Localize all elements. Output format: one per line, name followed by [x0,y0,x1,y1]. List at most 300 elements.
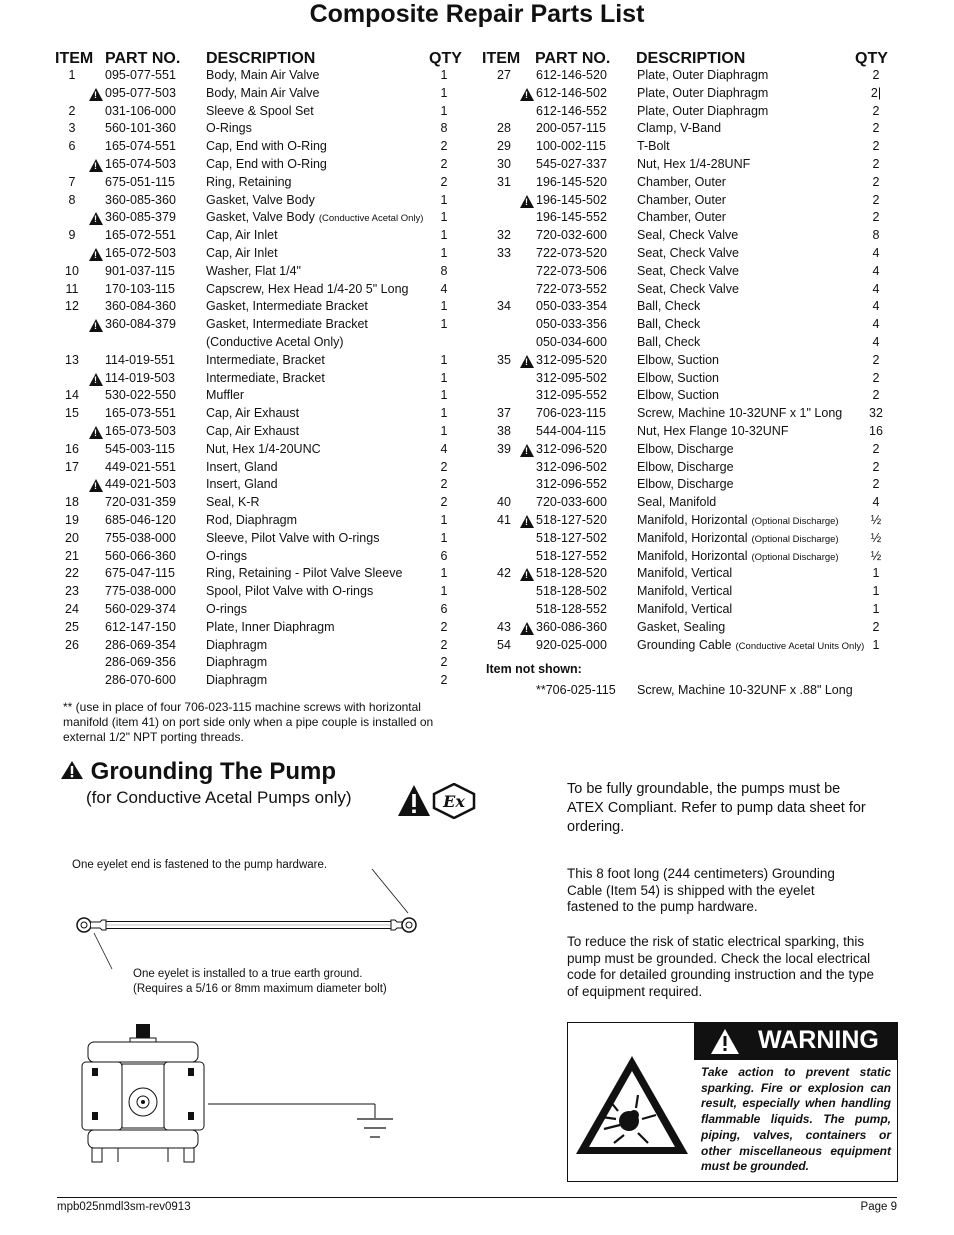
description [206,460,278,474]
table-row [0,175,470,193]
grounding-title: Grounding The Pump [90,758,336,785]
description-text: Elbow, Discharge [637,477,734,492]
quantity: 1 [440,512,448,527]
description-text: Manifold, Horizontal [637,530,748,545]
description [206,442,321,456]
quantity: 2 [872,210,880,225]
item-number: 26 [65,637,79,652]
description [206,317,368,331]
warning-triangle-icon [89,373,103,386]
parts-table-left [0,68,470,691]
description-text: Rod, Diaphragm [206,512,298,527]
description [206,566,402,580]
table-row [0,104,470,122]
warning-triangle-icon [398,785,430,816]
description [637,460,734,474]
description-text: Seat, Check Valve [637,263,739,278]
item-number: 38 [497,423,511,438]
quantity: 4 [872,495,880,510]
warning-triangle-icon [89,159,103,172]
part-number: 095-077-503 [105,85,176,100]
warning-triangle-icon [60,760,84,780]
part-number: 675-051-115 [105,174,175,189]
quantity: 1 [440,406,448,421]
description [206,68,319,82]
description-text: Elbow, Suction [637,352,719,367]
description-text: Nut, Hex 1/4-20UNC [206,441,321,456]
quantity: 1 [440,192,448,207]
document-id: mpb025nmdl3sm-rev0913 [57,1201,191,1213]
warning-triangle-icon [710,1028,740,1055]
description [206,531,379,545]
part-number: 518-128-520 [536,566,607,581]
description [206,175,291,189]
description-text: Ball, Check [637,334,701,349]
description-text: O-rings [206,601,247,616]
description-text: Washer, Flat 1/4" [206,263,301,278]
description [206,620,335,634]
part-number: 165-073-551 [105,406,176,421]
part-number: 170-103-115 [105,281,175,296]
description [637,335,700,349]
part-number: 518-128-552 [536,601,607,616]
description-note: (Conductive Acetal Units Only) [735,640,865,652]
description [637,442,734,456]
table-row [470,495,900,513]
table-row [0,317,470,335]
description [637,584,732,598]
table-row [0,495,470,513]
page-title: Composite Repair Parts List [309,0,645,28]
part-number: 165-072-503 [105,245,176,260]
quantity: 1 [872,566,880,581]
table-row [0,424,470,442]
description [206,353,325,367]
description [206,210,423,224]
item-number: 12 [65,299,79,314]
item-number: 43 [497,619,511,634]
item-number: 21 [65,548,79,563]
item-number: 13 [65,352,79,367]
atex-paragraph: To be fully groundable, the pumps must be ATEX Compliant. Refer to pump data sheet for ordering. [567,781,866,835]
header-item: ITEM [55,50,94,67]
part-number: 612-146-552 [536,103,607,118]
description [637,371,719,385]
static-paragraph: To reduce the risk of static electrical sparking, this pump must be grounded. Check the local electrical code for detailed grounding instruction and the type of equipment required. [567,934,874,999]
table-row [470,121,900,139]
item-number: 40 [497,495,511,510]
quantity: 4 [872,263,880,278]
quantity: 1 [440,584,448,599]
description [637,157,750,171]
table-row [470,264,900,282]
quantity: 8 [872,228,880,243]
item-number: 22 [65,566,79,581]
description [206,584,373,598]
quantity: 6 [440,601,448,616]
description-text: Manifold, Vertical [637,601,733,616]
item-number: 19 [65,512,79,527]
warning-box [567,1022,898,1182]
part-number: 545-027-337 [536,156,607,171]
grounding-cable-illustration [70,865,420,980]
warning-header [694,1023,897,1060]
description-text: Manifold, Horizontal [637,548,748,563]
table-row [0,299,470,317]
description-text: Manifold, Vertical [637,584,733,599]
table-row [0,442,470,460]
not-shown-part: **706-025-115 [536,683,616,697]
quantity: 2 [440,477,448,492]
part-number: 706-023-115 [536,406,606,421]
table-row [0,620,470,638]
item-number: 35 [497,352,511,367]
description [206,299,368,313]
warning-triangle-icon [520,444,534,457]
description-text: Gasket, Valve Body [206,192,315,207]
header-part: PART NO. [535,50,611,67]
item-number: 41 [497,512,511,527]
description-text: Ring, Retaining - Pilot Valve Sleeve [206,566,403,581]
item-number: 8 [68,192,76,207]
table-row [470,68,900,86]
description-note: (Optional Discharge) [751,551,839,563]
description [206,477,278,491]
part-number: 196-145-502 [536,192,607,207]
item-number: 28 [497,121,511,136]
table-row [0,264,470,282]
atex-warning-icons [397,783,479,819]
table-row [0,157,470,175]
part-number: 286-070-600 [105,673,176,688]
warning-triangle-icon [89,212,103,225]
warning-triangle-icon [520,515,534,528]
description [637,264,739,278]
quantity: 4 [440,441,448,456]
table-row [0,210,470,228]
item-number: 7 [68,174,76,189]
cable-paragraph: This 8 foot long (244 centimeters) Grounding Cable (Item 54) is shipped with the eyelet fastened to the pump hardware. [567,866,835,914]
quantity: 32 [869,406,883,421]
part-number: 722-073-506 [536,263,607,278]
description [206,513,297,527]
table-row [470,86,900,104]
part-number: 286-069-356 [105,655,176,670]
part-number: 518-127-520 [536,512,607,527]
description [206,282,408,296]
table-row [0,121,470,139]
part-number: 560-066-360 [105,548,176,563]
description-text: T-Bolt [637,139,670,154]
table-row [0,655,470,673]
part-number: 449-021-551 [105,459,176,474]
quantity: 1 [440,68,448,82]
table-row [0,406,470,424]
table-row [0,566,470,584]
description [637,388,719,402]
warning-triangle-icon [89,319,103,332]
header-qty: QTY [855,50,888,67]
description [206,246,278,260]
grounding-subtitle: (for Conductive Acetal Pumps only) [86,788,352,807]
table-row [0,139,470,157]
footer-divider [57,1197,897,1198]
quantity: 1 [872,584,880,599]
description [637,175,726,189]
table-row [0,584,470,602]
part-number: 312-095-552 [536,388,607,403]
description-text: Manifold, Horizontal [637,512,748,527]
table-row [470,157,900,175]
table-row [470,282,900,300]
item-number: 6 [68,139,76,154]
part-number: 612-146-502 [536,85,607,100]
table-row [470,210,900,228]
warning-triangle-icon [520,355,534,368]
table-row [0,371,470,389]
part-number: 545-003-115 [105,441,175,456]
quantity: 2 [872,619,880,634]
description [206,673,267,687]
item-number: 16 [65,441,79,456]
quantity: ½ [870,530,882,545]
part-number: 720-031-359 [105,495,176,510]
part-number: 312-095-520 [536,352,607,367]
part-number: 612-147-150 [105,619,176,634]
part-number: 200-057-115 [536,121,606,136]
description-text: Gasket, Intermediate Bracket [206,317,368,332]
quantity: 16 [869,423,883,438]
table-row [470,424,900,442]
description-text: Cap, End with O-Ring [206,156,327,171]
warning-text: Take action to prevent static sparking. Fire or explosion can result, especially when handling flammable liquids. The pump, piping, valves, containers or other miscellaneous equipment must be grounded. [701,1065,891,1174]
item-number: 3 [68,121,76,136]
table-row [0,193,470,211]
part-number: 685-046-120 [105,512,176,527]
cable-caption-line: One eyelet is installed to a true earth ground. [133,968,363,980]
description-text: Elbow, Suction [637,388,719,403]
description-text: O-Rings [206,121,252,136]
quantity: 2 [872,441,880,456]
header-item: ITEM [482,50,521,67]
description-text: Elbow, Discharge [637,441,734,456]
description [637,68,768,82]
description-text: Seal, Manifold [637,495,717,510]
description-note: (Conductive Acetal Only) [318,213,424,225]
quantity: ½ [870,548,882,563]
quantity: 1 [440,566,448,581]
quantity: 2 [872,174,880,189]
quantity: 4 [872,281,880,296]
description [206,388,244,402]
description-text: Ball, Check [637,299,701,314]
quantity: 1 [440,352,448,367]
item-number: 27 [497,68,511,82]
quantity: 1 [872,601,880,616]
description [637,495,716,509]
item-number: 25 [65,619,79,634]
item-number: 2 [68,103,76,118]
table-row [0,388,470,406]
warning-triangle-icon [89,426,103,439]
description [637,246,739,260]
quantity: 2 [872,459,880,474]
description-text: Body, Main Air Valve [206,85,320,100]
description-note: (Optional Discharge) [751,515,839,527]
table-row [470,175,900,193]
table-row [470,638,900,656]
description [206,424,299,438]
table-row [0,638,470,656]
table-row [0,602,470,620]
description [637,210,726,224]
part-number: 901-037-115 [105,263,175,278]
quantity: 1 [440,85,448,100]
quantity: 8 [440,263,448,278]
part-number: 920-025-000 [536,637,607,652]
header-description: DESCRIPTION [636,50,746,67]
description-text: Nut, Hex Flange 10-32UNF [637,423,789,438]
description-text: Seal, K-R [206,495,260,510]
table-row [470,460,900,478]
description [206,157,327,171]
quantity: 2 [440,156,448,171]
quantity: 1 [440,245,448,260]
description-text: Cap, Air Exhaust [206,423,300,438]
table-row [0,477,470,495]
description [637,299,700,313]
quantity: 1 [440,103,448,118]
quantity: 2 [440,139,448,154]
description [206,228,278,242]
part-number: 518-127-502 [536,530,607,545]
part-number: 312-096-502 [536,459,607,474]
table-row [0,353,470,371]
part-number: 560-101-360 [105,121,176,136]
description-text: Diaphragm [206,655,268,670]
part-number: 518-127-552 [536,548,607,563]
part-number: 100-002-115 [536,139,606,154]
description-text: Cap, End with O-Ring [206,139,327,154]
part-number: 114-019-551 [105,352,175,367]
description-text: Ring, Retaining [206,174,292,189]
warning-triangle-icon [89,88,103,101]
grounding-heading [60,758,336,786]
description [637,513,839,527]
description-text: Ball, Check [637,317,701,332]
item-number: 20 [65,530,79,545]
quantity: 1 [440,210,448,225]
quantity: 2 [440,619,448,634]
description [206,335,344,349]
description-text: Chamber, Outer [637,174,726,189]
footnote: ** (use in place of four 706-023-115 machine screws with horizontal manifold (item 41) on port side only when a pipe couple is installed on external 1/2" NPT porting threads. [63,700,434,744]
quantity: 2 [440,495,448,510]
description [206,139,327,153]
item-not-shown-label: Item not shown: [486,662,582,676]
warning-triangle-icon [89,479,103,492]
cable-caption-top: One eyelet end is fastened to the pump hardware. [72,859,328,871]
part-number: 312-096-552 [536,477,607,492]
item-number: 32 [497,228,511,243]
description-text: Seal, Check Valve [637,228,739,243]
item-number: 9 [68,228,76,243]
description-text: Plate, Inner Diaphragm [206,619,335,634]
quantity: 2 [872,121,880,136]
table-row [470,317,900,335]
description-text: Diaphragm [206,637,268,652]
description [637,86,768,100]
description-note: (Optional Discharge) [751,533,839,545]
table-row [0,228,470,246]
part-number: 775-038-000 [105,584,176,599]
quantity: 2 [440,459,448,474]
table-row [0,335,470,353]
description [206,86,319,100]
description-text: Gasket, Valve Body [206,210,315,225]
description-text: Intermediate, Bracket [206,370,325,385]
table-row [470,549,900,567]
table-row [470,442,900,460]
part-number: 720-033-600 [536,495,607,510]
item-number: 23 [65,584,79,599]
part-number: 544-004-115 [536,423,606,438]
description-text: Sleeve & Spool Set [206,103,314,118]
item-number: 31 [497,174,511,189]
description-text: Cap, Air Inlet [206,228,278,243]
part-number: 196-145-520 [536,174,607,189]
quantity: ½ [870,512,882,527]
part-number: 360-084-360 [105,299,176,314]
description-text: Intermediate, Bracket [206,352,325,367]
part-number: 286-069-354 [105,637,176,652]
table-row [470,104,900,122]
description-text: Cap, Air Inlet [206,245,278,260]
table-row [0,282,470,300]
item-number: 1 [68,68,76,82]
warning-triangle-icon [520,88,534,101]
atex-ex-icon [434,784,474,818]
description-text: Manifold, Vertical [637,566,733,581]
table-row [470,566,900,584]
description [637,602,732,616]
table-row [470,193,900,211]
quantity: 1 [440,530,448,545]
part-number: 722-073-520 [536,245,607,260]
part-number: 720-032-600 [536,228,607,243]
item-number: 10 [65,263,79,278]
part-number: 165-074-503 [105,156,176,171]
table-row [470,388,900,406]
description [206,549,247,563]
description [637,638,864,652]
part-number: 050-034-600 [536,334,607,349]
table-row [470,477,900,495]
item-number: 54 [497,637,511,652]
table-row [0,549,470,567]
item-number: 17 [65,459,79,474]
table-row [470,139,900,157]
description-text: Plate, Outer Diaphragm [637,68,769,82]
part-number: 360-084-379 [105,317,176,332]
quantity: 2 [872,352,880,367]
description [206,264,301,278]
warning-label: WARNING [758,1026,879,1054]
part-number: 360-085-360 [105,192,176,207]
part-number: 095-077-551 [105,68,176,82]
quantity: 4 [872,317,880,332]
quantity: 1 [440,423,448,438]
